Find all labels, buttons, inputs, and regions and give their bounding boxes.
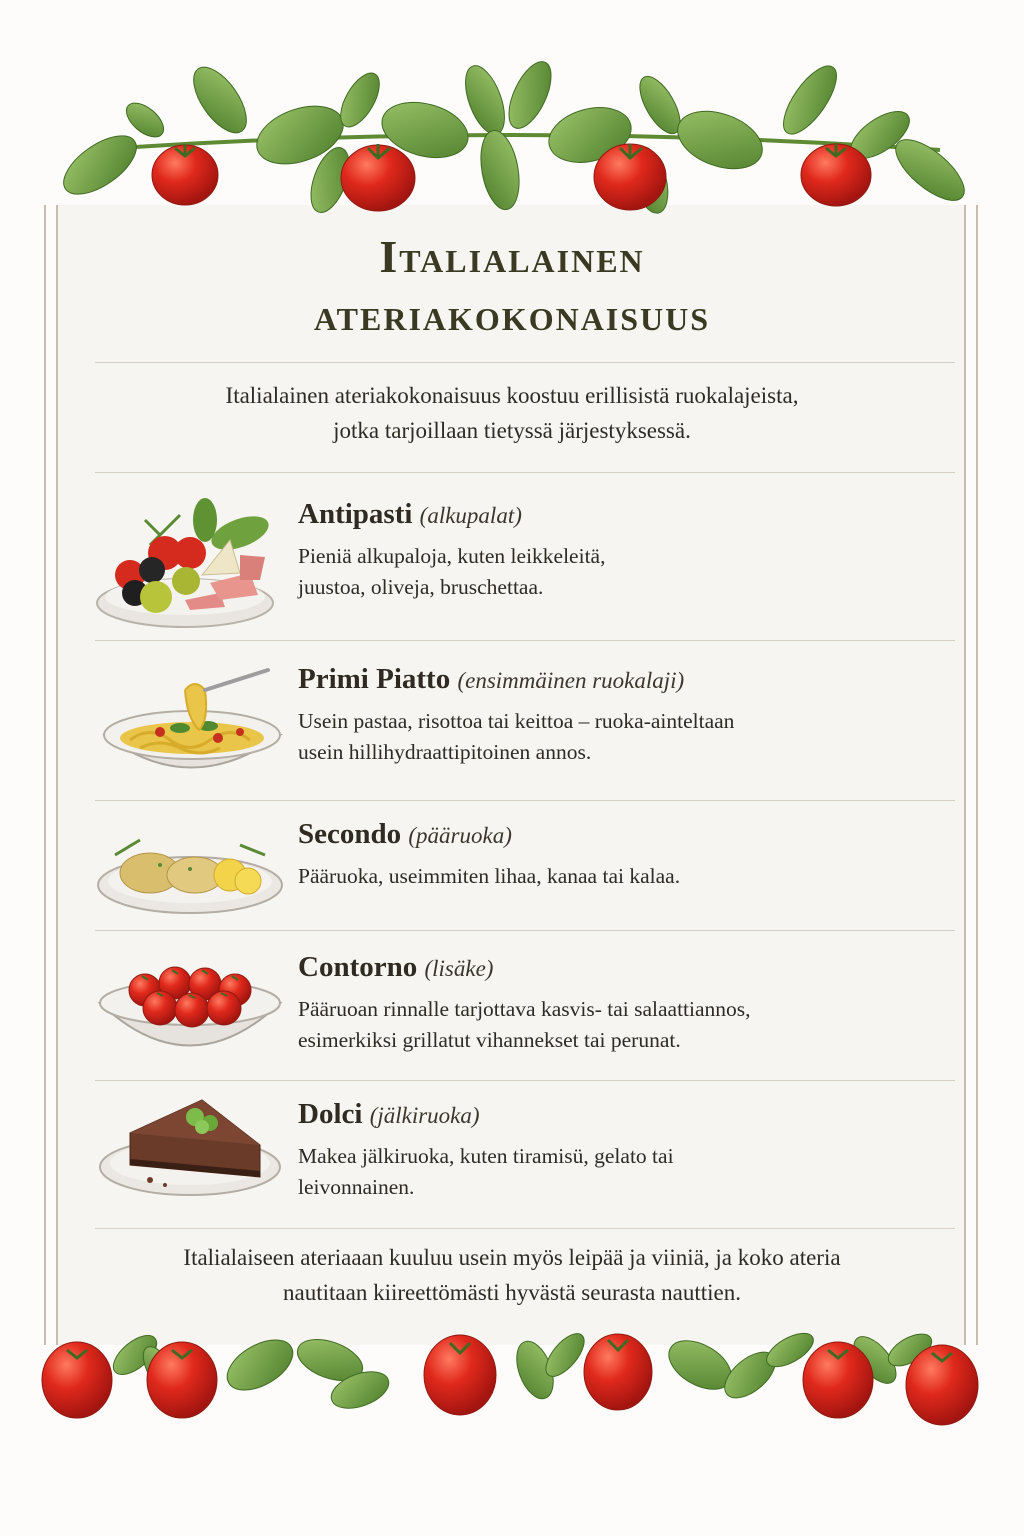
course-translation: (pääruoka) [408,823,512,848]
pasta-bowl-icon [90,660,290,800]
course-description [298,1141,948,1203]
course-title [298,1095,948,1135]
course-translation: (alkupalat) [419,503,522,528]
course-secondo [90,815,950,965]
course-name: Dolci [298,1098,363,1130]
course-description [298,994,948,1056]
course-dolci [90,1095,950,1245]
course-title [298,660,948,700]
divider [95,362,955,363]
course-name: Contorno [298,951,418,983]
description-line: Pieniä alkupaloja, kuten leikkeleitä, [298,544,606,568]
title-line-1: Italialainen [379,231,645,282]
description-line: usein hillihydraattipitoinen annos. [298,740,592,764]
description-line: Usein pastaa, risottoa tai keittoa – ruoka-ainteltaan [298,709,735,733]
course-description [298,861,948,892]
divider [95,800,955,801]
divider [95,930,955,931]
tomato-bowl-icon [90,948,290,1088]
description-line: juustoa, oliveja, bruschettaa. [298,575,544,599]
course-title [298,815,948,855]
basil-tomato-garland-top-icon [30,60,994,220]
course-translation: (lisäke) [424,956,494,981]
course-translation: (jälkiruoka) [369,1103,480,1128]
frame-line-left-inner [56,205,58,1345]
intro-line-1: Italialainen ateriakokonaisuus koostuu erillisistä ruokalajeista, [225,383,799,408]
outro-line-1: Italialaiseen ateriaaan kuuluu usein myös leipää ja viiniä, ja koko ateria [183,1245,841,1270]
course-title [298,495,948,535]
course-primi-piatto [90,660,950,810]
course-description [298,541,948,603]
course-antipasti [90,495,950,645]
course-translation: (ensimmäinen ruokalaji) [457,668,685,693]
description-line: esimerkiksi grillatut vihannekset tai perunat. [298,1028,681,1052]
course-description [298,706,948,768]
basil-tomato-garland-bottom-icon [30,1315,994,1435]
antipasti-plate-icon [90,495,290,635]
description-line: Pääruoan rinnalle tarjottava kasvis- tai salaattiannos, [298,997,751,1021]
frame-line-right-inner [964,205,966,1345]
divider [95,640,955,641]
divider [95,1228,955,1229]
outro-text [80,1240,944,1310]
frame-line-left-outer [44,205,46,1345]
divider [95,1080,955,1081]
course-name: Antipasti [298,498,413,530]
cake-slice-icon [90,1095,290,1235]
course-name: Primi Piatto [298,663,451,695]
description-line: Pääruoka, useimmiten lihaa, kanaa tai kalaa. [298,864,681,888]
description-line: leivonnainen. [298,1175,415,1199]
description-line: Makea jälkiruoka, kuten tiramisü, gelato tai [298,1144,674,1168]
course-name: Secondo [298,818,402,850]
title-line-2: ateriakokonaisuus [313,289,711,340]
intro-text [80,378,944,448]
page-title [0,228,1024,344]
divider [95,472,955,473]
main-course-plate-icon [90,815,290,955]
course-contorno [90,948,950,1098]
course-title [298,948,948,988]
frame-line-right-outer [976,205,978,1345]
outro-line-2: nautitaan kiireettömästi hyvästä seurasta nauttien. [283,1280,741,1305]
intro-line-2: jotka tarjoillaan tietyssä järjestyksessä. [333,418,691,443]
